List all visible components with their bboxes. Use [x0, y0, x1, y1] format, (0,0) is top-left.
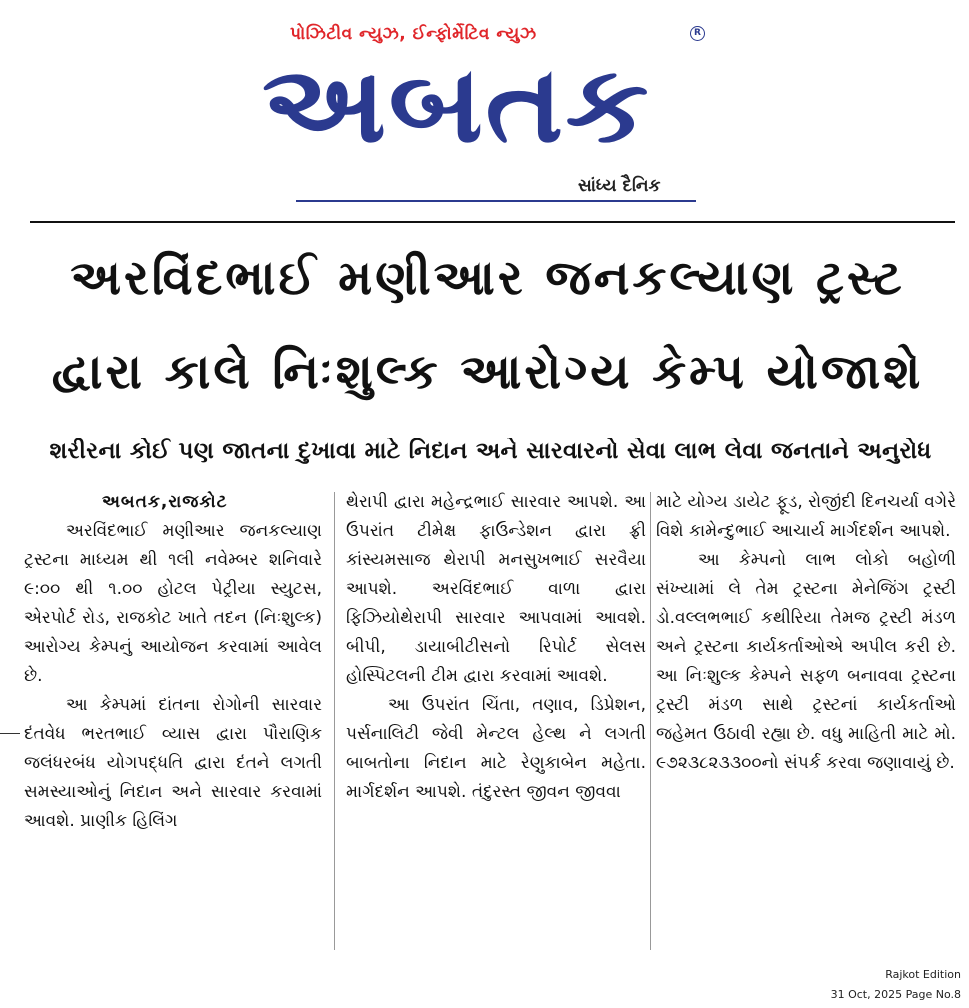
article-column-1	[24, 488, 322, 836]
top-divider	[30, 221, 955, 223]
column-divider-2	[650, 492, 651, 950]
column-2-paragraph-2: આ ઉપરાંત ચિંતા, તણાવ, ડિપ્રેશન, પર્સનાલિટી જેવી મેન્ટલ હેલ્થ ને લગતી બાબતોના નિદાન માટે રેણુકાબેન મહેતા. માર્ગદર્શન આપશે. તંદુરસ્ત જીવન જીવવા	[346, 695, 646, 802]
headline-line-1: અરવિંદભાઈ મણીઆર જનકલ્યાણ ટ્રસ્ટ	[70, 250, 905, 306]
subheadline: શરીરના કોઈ પણ જાતના દુખાવા માટે નિદાન અને સારવારનો સેવા લાભ લેવા જનતાને અનુરોધ	[49, 438, 932, 464]
masthead	[0, 0, 969, 215]
article-column-2	[346, 488, 646, 807]
registered-trademark-icon: R	[690, 26, 705, 41]
column-2-paragraph-1: થેરાપી દ્વારા મહેન્દ્રભાઈ સારવાર આપશે. આ ઉપરાંત ટીમેક્ષ ફાઉન્ડેશન દ્વારા ફ્રી કાંસ્યમસાજ થેરાપી મનસુખભાઈ સરવૈયા આપશે. અરવિંદભાઈ વાળા દ્વારા ફિઝિયોથેરાપી સારવાર આપવામાં આવશે. બીપી, ડાયાબીટીસનો રિપોર્ટ સેલસ હોસ્પિટલની ટીમ દ્વારા કરવામાં આવશે.	[346, 492, 646, 686]
column-3-paragraph-2: આ કેમ્પનો લાભ લોકો બહોળી સંખ્યામાં લે તેમ ટ્રસ્ટના મેનેજિંગ ટ્રસ્ટી ડો.વલ્લભભાઈ કથીરિયા તેમજ ટ્રસ્ટી મંડળ અને ટ્રસ્ટના કાર્યકર્તાઓએ અપીલ કરી છે. આ નિઃશુલ્ક કેમ્પને સફળ બનાવવા ટ્રસ્ટના ટ્રસ્ટી મંડળ સાથે ટ્રસ્ટનાં કાર્યકર્તાઓ જહેમત ઉઠાવી રહ્યા છે. વધુ માહિતી માટે મો. ૯૭૨૩૮૨૩૩૦૦નો સંપર્ક કરવા જણાવાયું છે.	[656, 550, 956, 773]
byline: અબતક,રાજકોટ	[102, 492, 228, 512]
headline-line-2: દ્વારા કાલે નિઃશુલ્ક આરોગ્ય કેમ્પ યોજાશે	[51, 344, 924, 400]
masthead-underline	[296, 200, 696, 202]
footer-edition: Rajkot Edition	[885, 968, 961, 981]
edition-type-label: સાંધ્ય દૈનિક	[578, 176, 661, 196]
column-3-paragraph-1: માટે યોગ્ય ડાયેટ ફૂડ, રોજીંદી દિનચર્યા વગેરે વિશે કામેન્દુભાઈ આચાર્ય માર્ગદર્શન આપશે.	[656, 492, 956, 541]
column-divider-1	[334, 492, 335, 950]
newspaper-logo: અબતક	[262, 41, 651, 167]
column-1-paragraph-1: અરવિંદભાઈ મણીઆર જનકલ્યાણ ટ્રસ્ટના માધ્યમ થી ૧લી નવેમ્બર શનિવારે ૯:૦૦ થી ૧.૦૦ હોટલ પેટ્રીયા સ્યુટસ, એરપોર્ટ રોડ, રાજકોટ ખાતે તદન (નિઃશુલ્ક) આરોગ્ય કેમ્પનું આયોજન કરવામાં આવેલ છે.	[24, 521, 322, 686]
footer-date-page: 31 Oct, 2025 Page No.8	[830, 988, 961, 1001]
article-column-3	[656, 488, 956, 778]
column-1-paragraph-2: આ કેમ્પમાં દાંતના રોગોની સારવાર દંતવેધ ભરતભાઈ વ્યાસ દ્વારા પૌરાણિક જલંધરબંધ યોગપદ્ધતિ દ્વારા દંતને લગતી સમસ્યાઓનું નિદાન અને સારવાર કરવામાં આવશે. પ્રાણીક હિલિંગ	[24, 695, 322, 831]
masthead-tagline: પોઝિટીવ ન્યુઝ, ઈન્ફોર્મેટિવ ન્યુઝ	[290, 24, 537, 44]
margin-mark	[0, 733, 20, 734]
